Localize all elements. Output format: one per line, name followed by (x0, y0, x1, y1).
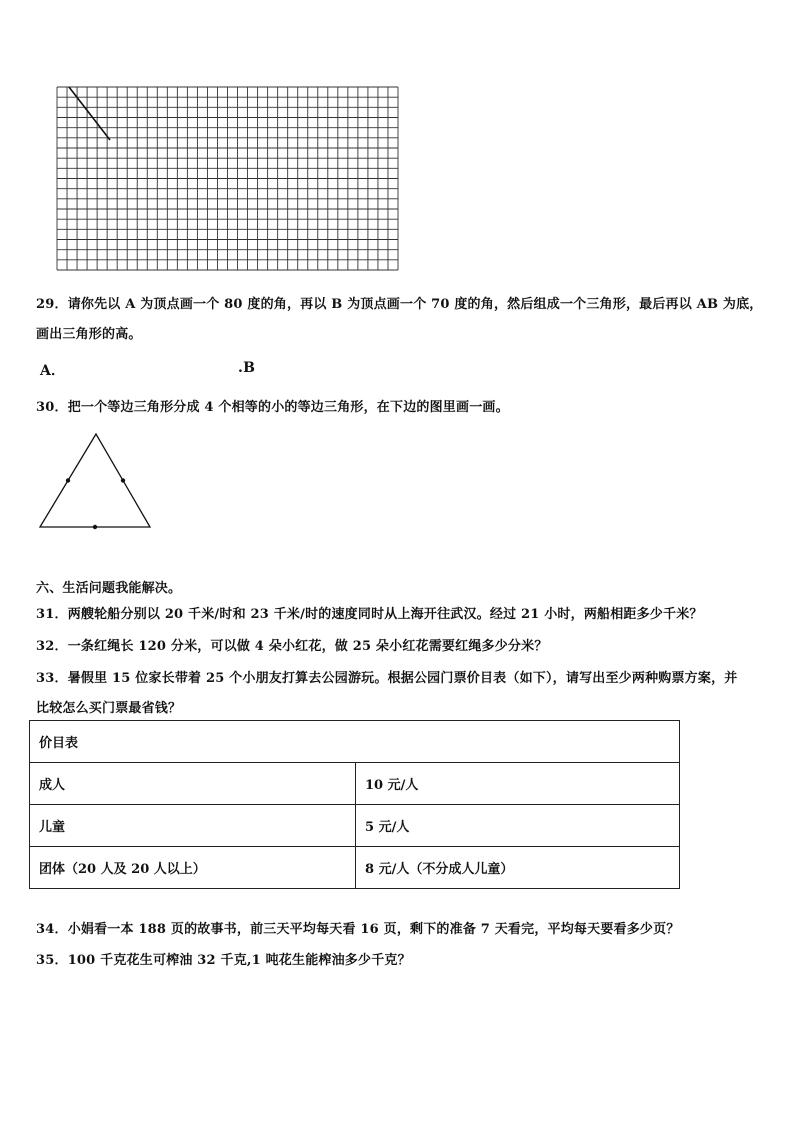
point-b-label: .B (238, 360, 256, 376)
equilateral-triangle (36, 430, 156, 532)
ticket-type-cell: 儿童 (30, 805, 356, 847)
question-33-line1: 33．暑假里 15 位家长带着 25 个小朋友打算去公园游玩。根据公园门票价目表（如下），请写出至少两种购票方案，并 (36, 671, 738, 686)
question-34: 34．小娟看一本 188 页的故事书，前三天平均每天看 16 页，剩下的准备 7 天看完，平均每天要看多少页？ (36, 922, 680, 937)
point-a-label: A． (40, 363, 66, 379)
drawing-grid (55, 85, 401, 273)
section-6-heading: 六、生活问题我能解决。 (36, 581, 182, 596)
question-32: 32．一条红绳长 120 分米，可以做 4 朵小红花，做 25 朵小红花需要红绳多少分米？ (36, 639, 548, 654)
question-35: 35．100 千克花生可榨油 32 千克,1 吨花生能榨油多少千克？ (36, 953, 411, 968)
ticket-price-cell: 8 元/人（不分成人儿童） (356, 847, 680, 889)
question-31: 31．两艘轮船分别以 20 千米/时和 23 千米/时的速度同时从上海开往武汉。经过 21 小时，两船相距多少千米？ (36, 607, 703, 622)
table-row (30, 805, 680, 847)
question-30: 30．把一个等边三角形分成 4 个相等的小的等边三角形，在下边的图里画一画。 (36, 400, 509, 415)
base-midpoint (93, 525, 97, 529)
ticket-type-cell: 成人 (30, 763, 356, 805)
ticket-price-cell: 5 元/人 (356, 805, 680, 847)
question-29-line1: 29．请你先以 A 为顶点画一个 80 度的角，再以 B 为顶点画一个 70 度的角，然后组成一个三角形，最后再以 AB 为底， (36, 297, 763, 312)
ticket-type-cell: 团体（20 人及 20 人以上） (30, 847, 356, 889)
table-row (30, 847, 680, 889)
price-table-header-row (30, 721, 680, 763)
price-table (29, 720, 680, 889)
left-side-midpoint (66, 478, 70, 482)
right-side-midpoint (121, 478, 125, 482)
question-29-line2: 画出三角形的高。 (36, 327, 142, 342)
given-line-segment (69, 87, 110, 140)
triangle-outline (40, 434, 150, 527)
price-table-title: 价目表 (30, 721, 680, 763)
question-33-line2: 比较怎么买门票最省钱？ (36, 701, 182, 716)
table-row (30, 763, 680, 805)
ticket-price-cell: 10 元/人 (356, 763, 680, 805)
